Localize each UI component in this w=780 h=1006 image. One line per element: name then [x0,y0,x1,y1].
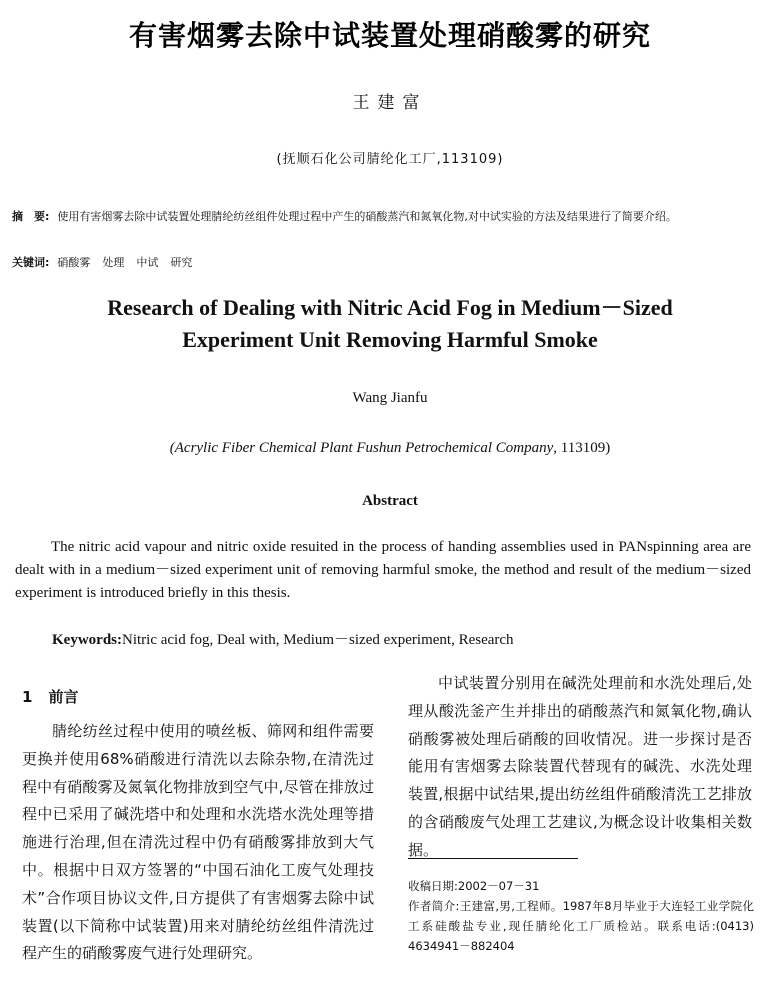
chinese-keyword: 中试 [136,256,159,269]
english-keywords [52,628,762,649]
section-title: 前言 [48,688,79,706]
footnote-author-bio: 作者简介:王建富,男,工程师。1987年8月毕业于大连轻工业学院化工系硅酸盐专业,现任腈纶化工厂质检站。联系电话:(0413) 4634941－882404 [408,899,754,953]
english-affiliation-name: (Acrylic Fiber Chemical Plant Fushun Petrochemical Company [169,440,554,456]
body-paragraph-left: 腈纶纺丝过程中使用的喷丝板、筛网和组件需要更换并使用68%硝酸进行清洗以去除杂物,在清洗过程中有硝酸雾及氮氧化物排放到空气中,尽管在排放过程中已采用了碱洗塔中和处理和水洗塔水洗处理等措施进行治理,但在清洗过程中仍有硝酸雾排放到大气中。根据中日双方签署的“中国石油化工废气处理技术”合作项目协议文件,日方提供了有害烟雾去除中试装置(以下简称中试装置)用来对腈纶纺丝组件清洗过程产生的硝酸雾废气进行处理研究。 [22,722,374,963]
chinese-author: 王建富 [352,93,428,113]
chinese-abstract-label: 摘 要: [12,210,50,223]
english-title [0,292,780,356]
chinese-title: 有害烟雾去除中试装置处理硝酸雾的研究 [128,19,651,52]
chinese-keyword: 处理 [102,256,125,269]
chinese-affiliation: (抚顺石化公司腈纶化工厂,113109) [276,152,504,167]
chinese-keywords [12,252,764,273]
chinese-abstract-text: 使用有害烟雾去除中试装置处理腈纶纺丝组件处理过程中产生的硝酸蒸汽和氮氧化物,对中试实验的方法及结果进行了简要介绍。 [57,210,677,223]
chinese-keyword: 硝酸雾 [57,256,91,269]
footnote [408,876,754,956]
chinese-keywords-label: 关键词: [12,256,50,269]
english-affiliation-code: , 113109) [553,440,611,456]
english-affiliation [0,440,780,457]
english-keywords-text: Nitric acid fog, Deal with, Medium－sized experiment, Research [122,632,514,648]
english-title-line-1: Research of Dealing with Nitric Acid Fog in Medium－Sized [107,295,673,320]
english-author: Wang Jianfu [352,390,428,406]
abstract-heading: Abstract [362,493,418,509]
section-number: 1 [22,688,33,706]
footnote-divider [408,858,578,859]
chinese-keyword: 研究 [170,256,193,269]
body-paragraph-right: 中试装置分别用在碱洗处理前和水洗处理后,处理从酸洗釜产生并排出的硝酸蒸汽和氮氧化物,确认硝酸雾被处理后硝酸的回收情况。进一步探讨是否能用有害烟雾去除装置代替现有的碱洗、水洗处理装置,根据中试结果,提出纺丝组件硝酸清洗工艺排放的含硝酸废气处理工艺建议,为概念设计收集相关数据。 [408,674,752,859]
footnote-received-date: 收稿日期:2002－07－31 [408,879,540,893]
section-heading [22,686,78,707]
english-title-line-2: Experiment Unit Removing Harmful Smoke [182,327,598,352]
english-keywords-label: Keywords: [52,632,122,648]
chinese-abstract [12,206,764,227]
english-abstract: The nitric acid vapour and nitric oxide resuited in the process of handing assemblies used in PANspinning area are dealt with in a medium－sized experiment unit of removing harmful smoke, the method and result of the medium－sized experiment is introduced briefly in this thesis. [15,539,751,601]
